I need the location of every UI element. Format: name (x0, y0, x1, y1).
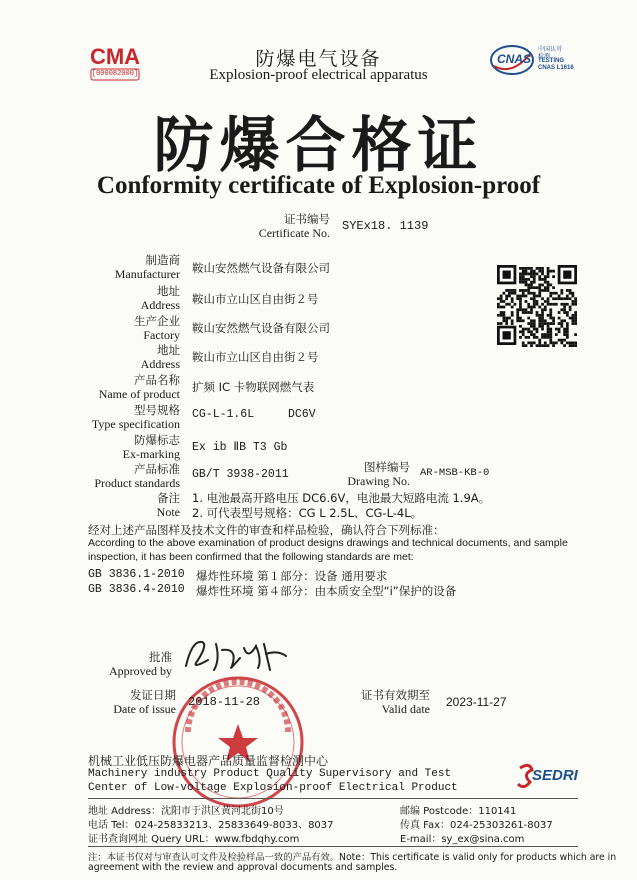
statement-en1: According to the above examination of product designs drawings and technical documents, and sample (88, 537, 568, 549)
issue-label: 发证日期 Date of issue (113, 688, 176, 716)
footer-divider (88, 798, 578, 799)
center-en1: Machinery industry Product Quality Supervisory and Test (88, 768, 452, 780)
factory-label: 生产企业 Factory (134, 314, 180, 342)
statement-cn: 经对上述产品图样及技术文件的审查和样品检验，确认符合下列标准： (88, 523, 445, 537)
cert-no-label: 证书编号 Certificate No. (258, 212, 330, 240)
drawing-label: 图样编号 Drawing No. (347, 460, 410, 488)
certificate-title-cn: 防爆合格证 (153, 111, 484, 181)
cert-no-value: SYEx18. 1139 (342, 219, 429, 233)
header-title-en: Explosion-proof electrical apparatus (209, 67, 428, 83)
footer-postcode: 邮编 Postcode：110141 (400, 806, 517, 817)
header-title-cn: 防爆电气设备 (255, 48, 382, 70)
std2-desc: 爆炸性环境 第４部分：由本质安全型“i”保护的设备 (196, 584, 457, 598)
standards-value: GB/T 3938-2011 (192, 468, 289, 481)
statement-en2: inspection, it has been confirmed that the following standards are met: (88, 551, 414, 563)
issue-value: 2018-11-28 (188, 695, 261, 709)
product-value: 扩频 IC 卡物联网燃气表 (192, 380, 315, 394)
qr-code (497, 265, 577, 349)
type-value2: DC6V (288, 408, 316, 421)
drawing-value: AR-MSB-KB-0 (420, 467, 490, 479)
note-line1: 1. 电池最高开路电压 DC6.6V，电池最大短路电流 1.9A。 (192, 491, 491, 505)
center-en2: Center of Low-voltage Explosion-proof Electrical Product (88, 782, 458, 794)
std1-desc: 爆炸性环境 第１部分：设备 通用要求 (196, 569, 388, 583)
std2-code: GB 3836.4-2010 (88, 583, 185, 596)
cnas-line3: TESTING (538, 58, 565, 64)
address1-label: 地址 Address (140, 284, 180, 312)
note-label: 备注 Note (156, 491, 180, 519)
type-label: 型号规格 Type specification (91, 403, 180, 431)
manufacturer-label: 制造商 Manufacturer (114, 253, 180, 281)
cnas-code: CNAS L1616 (538, 65, 574, 71)
certificate-title-en: Conformity certificate of Explosion-proof (96, 172, 541, 199)
sedri-text: SEDRI (532, 767, 578, 784)
address2-label: 地址 Address (140, 343, 180, 371)
standards-label: 产品标准 Product standards (94, 462, 180, 490)
product-label: 产品名称 Name of product (98, 373, 180, 401)
cnas-line1: 中国认可 (538, 46, 563, 53)
footer-address: 地址 Address：沈阳市于洪区黄河北街10号 (88, 806, 284, 817)
valid-label: 证书有效期至 Valid date (361, 688, 430, 716)
footer-note2: agreement with the review and approval documents and samples. (88, 862, 398, 873)
valid-value: 2023-11-27 (446, 695, 507, 709)
cnas-line2: 检测 (538, 53, 551, 60)
footer-fax: 传真 Fax：024-25303261-8037 (400, 820, 553, 831)
footer-divider-2 (88, 846, 578, 847)
address1-value: 鞍山市立山区自由街２号 (192, 292, 319, 306)
approved-label: 批准 Approved by (109, 650, 172, 678)
footer-email: E-mail：sy_ex@sina.com (400, 834, 525, 845)
cnas-mark: CNAS (496, 52, 531, 66)
cma-code: [000082000] (91, 70, 139, 78)
footer-query: 证书查询网址 Query URL：www.fbdqhy.com (88, 834, 300, 845)
svg-text:CMA: CMA (89, 44, 141, 69)
exmark-value: Ex ib ⅡB T3 Gb (192, 441, 288, 454)
footer-tel: 电话 Tel：024-25833213、25833649-8033、8037 (88, 820, 334, 831)
exmark-label: 防爆标志 Ex-marking (122, 433, 180, 461)
cnas-logo (490, 40, 590, 80)
signature (178, 630, 298, 675)
manufacturer-value: 鞍山安然燃气设备有限公司 (192, 261, 330, 275)
footer-note: 注：本证书仅对与审查认可文件及检验样品一致的产品有效。Note：This certificate is valid only for products which are in (88, 852, 617, 863)
center-cn: 机械工业低压防爆电器产品质量监督检测中心 (88, 754, 329, 768)
type-value: CG-L-1.6L (192, 408, 255, 421)
std1-code: GB 3836.1-2010 (88, 568, 185, 581)
factory-value: 鞍山安然燃气设备有限公司 (192, 321, 330, 335)
note-line2: 2. 可代表型号规格：CG L 2.5L、CG-L-4L。 (192, 506, 423, 520)
address2-value: 鞍山市立山区自由街２号 (192, 350, 319, 364)
